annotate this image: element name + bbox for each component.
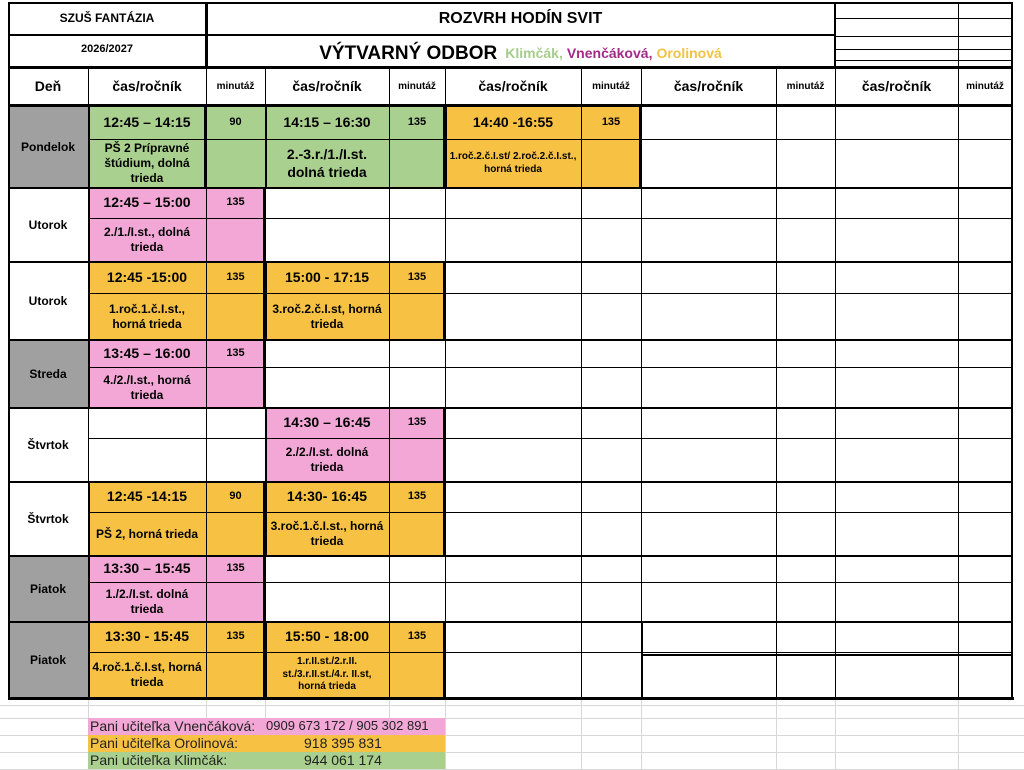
grid-line: [8, 105, 1012, 107]
slot-minutes: 135: [389, 262, 445, 293]
grid-line: [265, 482, 267, 556]
slot-description: 1.r.II.st./2.r.II. st./3.r.II.st./4.r. II.st, horná trieda: [265, 652, 389, 698]
col-header-time-3: čas/ročník: [478, 78, 548, 95]
col-header-time-5: čas/ročník: [861, 78, 932, 95]
grid-line: [8, 555, 1012, 557]
grid-line: [206, 68, 207, 698]
contact-label: Pani učiteľka Orolinová:: [90, 735, 239, 751]
grid-line: [639, 106, 641, 188]
grid-line: [88, 582, 1012, 583]
grid-line: [8, 2, 1012, 4]
teacher-separator: ,: [648, 45, 653, 62]
contact-label: Pani učiteľka Vnenčáková:: [90, 718, 256, 734]
grid-line: [88, 652, 1012, 653]
grid-line: [641, 654, 1012, 656]
slot-minutes-fill: [206, 582, 265, 622]
col-header-time-2: čas/ročník: [292, 78, 362, 95]
day-name-cell: Streda: [8, 340, 88, 408]
contact-phone: 918 395 831: [304, 735, 382, 751]
grid-line: [88, 367, 1012, 368]
grid-line: [443, 408, 445, 482]
slot-minutes-fill: [581, 139, 641, 188]
slot-time: 14:15 – 16:30: [265, 106, 389, 139]
grid-line: [776, 68, 777, 698]
grid-line: [835, 18, 1012, 19]
slot-time: 13:30 – 15:45: [88, 556, 206, 582]
grid-line: [265, 408, 267, 482]
grid-line: [8, 481, 1012, 483]
day-name-cell: Piatok: [8, 556, 88, 622]
day-name-cell: Utorok: [28, 217, 68, 232]
grid-line: [8, 187, 1012, 189]
slot-description: 2./1./I.st., dolná trieda: [88, 218, 206, 262]
grid-line: [88, 293, 1012, 294]
department-name: VÝTVARNÝ ODBOR: [319, 43, 498, 65]
grid-line: [265, 262, 267, 340]
slot-description: PŠ 2 Prípravné štúdium, dolná trieda: [88, 139, 206, 188]
slot-minutes: 135: [206, 556, 265, 582]
slot-minutes: 135: [389, 622, 445, 652]
teacher-separator: ,: [558, 45, 563, 62]
grid-line: [88, 340, 90, 408]
col-header-time-1: čas/ročník: [112, 78, 182, 95]
grid-line: [581, 68, 582, 698]
slot-time: 12:45 – 14:15: [88, 106, 206, 139]
grid-line: [263, 188, 265, 262]
slot-minutes-fill: [389, 438, 445, 482]
grid-line: [835, 60, 1012, 61]
contact-phone: 0909 673 172 / 905 302 891: [266, 718, 429, 733]
slot-minutes-fill: [206, 652, 265, 698]
grid-line: [263, 340, 265, 408]
slot-minutes-fill: [389, 139, 445, 188]
page-title: ROZVRH HODÍN SVIT: [438, 10, 603, 27]
slot-minutes: 135: [206, 340, 265, 367]
contact-row-orolinova: [88, 735, 445, 752]
slot-description: 2.-3.r./1./I.st. dolná trieda: [265, 139, 389, 188]
grid-line: [835, 49, 1012, 50]
teacher-orolinova: Orolinová: [656, 45, 722, 62]
grid-line: [958, 68, 959, 698]
slot-time: 14:40 -16:55: [445, 106, 581, 139]
col-header-minutes-2: minutáž: [398, 80, 436, 92]
slot-description: 3.roč.1.č.I.st., horná trieda: [265, 512, 389, 556]
grid-line: [204, 106, 206, 188]
grid-line: [641, 68, 642, 698]
grid-line: [88, 139, 1012, 140]
slot-minutes: 90: [206, 106, 265, 139]
contact-label: Pani učiteľka Klimčák:: [90, 752, 228, 768]
day-name-cell: Piatok: [8, 622, 88, 698]
slot-minutes: 135: [206, 262, 265, 293]
grid-line: [88, 218, 1012, 219]
grid-line: [445, 106, 447, 188]
contact-phone: 944 061 174: [304, 752, 382, 768]
grid-line: [265, 106, 267, 188]
slot-description: 1./2./I.st. dolná trieda: [88, 582, 206, 622]
grid-line: [958, 2, 959, 68]
slot-minutes-fill: [389, 652, 445, 698]
slot-time: 13:45 – 16:00: [88, 340, 206, 367]
slot-time: 13:30 - 15:45: [88, 622, 206, 652]
day-name-cell: Utorok: [28, 293, 68, 308]
slot-minutes: 135: [389, 106, 445, 139]
col-header-minutes-5: minutáž: [966, 80, 1004, 92]
school-name: SZUŠ FANTÁZIA: [59, 10, 155, 25]
grid-line: [88, 482, 90, 556]
grid-line: [443, 622, 445, 698]
grid-line: [8, 697, 1014, 700]
slot-minutes-fill: [389, 512, 445, 556]
slot-time: 12:45 -14:15: [88, 482, 206, 512]
grid-line: [834, 2, 836, 68]
slot-description: 4./2./I.st., horná trieda: [88, 367, 206, 408]
grid-line: [265, 622, 267, 698]
slot-time: 14:30- 16:45: [265, 482, 389, 512]
slot-description: 2./2./I.st. dolná trieda: [265, 438, 389, 482]
grid-line: [835, 68, 836, 698]
grid-line: [8, 339, 1012, 341]
grid-line: [88, 438, 1012, 439]
day-name-cell: Štvrtok: [27, 511, 69, 526]
grid-line: [8, 621, 1012, 623]
slot-time: 14:30 – 16:45: [265, 408, 389, 438]
grid-line: [88, 188, 90, 262]
grid-line: [8, 66, 1012, 69]
slot-time: 15:50 - 18:00: [265, 622, 389, 652]
grid-line: [88, 106, 90, 188]
grid-line: [88, 512, 1012, 513]
grid-line: [88, 262, 90, 340]
slot-minutes: 90: [206, 482, 265, 512]
slot-minutes: 135: [581, 106, 641, 139]
grid-line: [835, 36, 1012, 37]
slot-minutes-fill: [206, 512, 265, 556]
slot-description: 1.roč.1.č.I.st., horná trieda: [88, 293, 206, 340]
slot-minutes: 135: [206, 622, 265, 652]
slot-minutes: 135: [206, 188, 265, 218]
slot-description: 1.roč.2.č.I.st/ 2.roč.2.č.I.st., horná trieda: [445, 139, 581, 188]
slot-minutes-fill: [206, 218, 265, 262]
day-name-cell: Štvrtok: [27, 437, 69, 452]
grid-line: [8, 34, 835, 36]
grid-line: [641, 622, 643, 698]
teacher-klimcak: Klimčák: [505, 45, 559, 62]
slot-minutes: 135: [389, 482, 445, 512]
slot-time: 12:45 – 15:00: [88, 188, 206, 218]
slot-time: 12:45 -15:00: [88, 262, 206, 293]
slot-minutes-fill: [206, 139, 265, 188]
day-name-cell: Pondelok: [8, 106, 88, 188]
grid-line: [88, 556, 90, 622]
grid-line: [443, 482, 445, 556]
slot-description: 3.roč.2.č.I.st, horná trieda: [265, 293, 389, 340]
grid-line: [263, 556, 265, 622]
contact-row-klimcak: [88, 752, 445, 769]
contact-row-vnencakova: [88, 718, 445, 735]
slot-minutes-fill: [389, 293, 445, 340]
slot-time: 15:00 - 17:15: [265, 262, 389, 293]
col-header-minutes-1: minutáž: [216, 80, 255, 92]
grid-line: [389, 68, 390, 698]
grid-line: [443, 262, 445, 340]
col-header-minutes-3: minutáž: [592, 80, 630, 92]
teacher-vnencakova: Vnenčáková: [566, 45, 649, 62]
col-header-minutes-4: minutáž: [786, 80, 825, 92]
grid-line: [88, 622, 90, 698]
school-year: 2026/2027: [81, 43, 133, 56]
grid-line: [8, 261, 1012, 263]
slot-minutes: 135: [389, 408, 445, 438]
grid-line: [205, 2, 208, 68]
grid-line: [8, 407, 1012, 409]
col-header-time-4: čas/ročník: [673, 78, 744, 95]
slot-minutes-fill: [206, 367, 265, 408]
slot-minutes-fill: [206, 293, 265, 340]
col-header-day: Deň: [34, 78, 62, 95]
slot-description: 4.roč.1.č.I.st, horná trieda: [88, 652, 206, 698]
slot-description: PŠ 2, horná trieda: [88, 512, 206, 556]
